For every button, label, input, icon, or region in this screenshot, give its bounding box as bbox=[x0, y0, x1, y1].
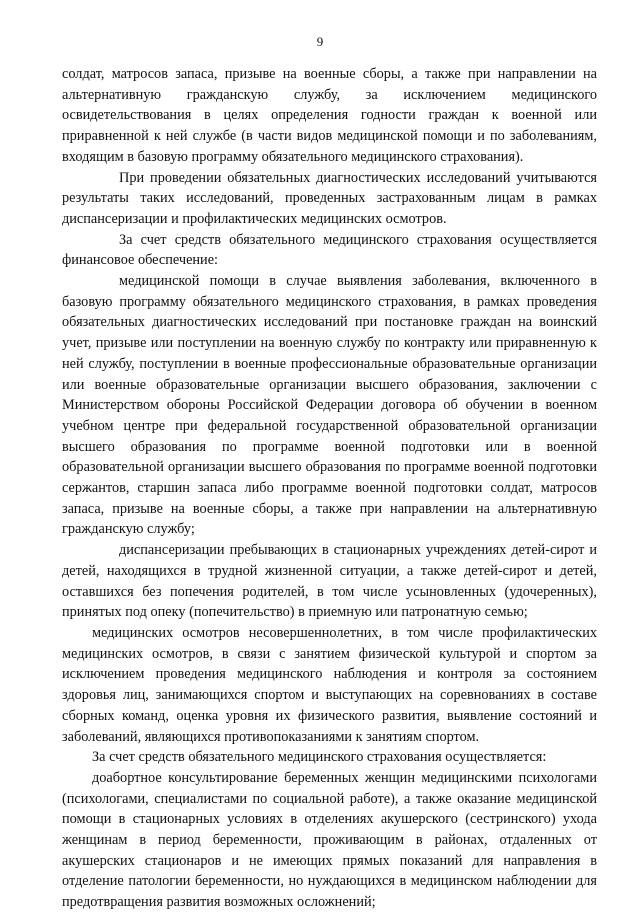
paragraph-diagnostic-results: При проведении обязательных диагностических исследований учитываются результаты таких исследований, проведенных застрахованным лицам в рамках диспансеризации и профилактических медицинских осмотров. bbox=[62, 169, 597, 227]
paragraph-orphans-dispensarization: диспансеризации пребывающих в стационарных учреждениях детей-сирот и детей, находящихся в трудной жизненной ситуации, а также детей-сирот и детей, оставшихся без попечения родителей, в том числе усыновленных (удочеренных), принятых под опеку (попечительство) в приемную или патронатную семью; bbox=[62, 542, 597, 621]
paragraph-oms-implementation-intro: За счет средств обязательного медицинского страхования осуществляется: bbox=[92, 749, 547, 766]
document-body bbox=[62, 64, 597, 913]
paragraph-oms-financing-intro: За счет средств обязательного медицинского страхования осуществляется финансовое обеспечение: bbox=[62, 231, 597, 269]
paragraph-minors-examinations: медицинских осмотров несовершеннолетних, в том числе профилактических медицинских осмотров, в связи с занятием физической культурой и спортом за исключением проведения медицинского наблюдения и контроля за состоянием здоровья лиц, занимающихся спортом и выступающих на соревнованиях в составе сборных команд, оценка уровня их физического развития, выявление состояний и заболеваний, являющихся противопоказаниями к занятиям спортом. bbox=[62, 624, 597, 745]
paragraph-pre-abortion-counseling: доабортное консультирование беременных женщин медицинскими психологами (психологами, специалистами по социальной работе), а также оказание медицинской помощи в стационарных условиях в отделениях акушерского (сестринского) ухода женщинам в период беременности, проживающим в районах, отдаленных от акушерских стационаров и не имеющих прямых показаний для направления в отделение патологии беременности, но нуждающихся в медицинском наблюдении для предотвращения развития возможных осложнений; bbox=[62, 769, 597, 911]
paragraph-medical-care-military: медицинской помощи в случае выявления заболевания, включенного в базовую программу обязательного медицинского страхования, в рамках проведения обязательных диагностических исследований при постановке граждан на воинский учет, призыве или поступлении на военную службу по контракту или приравненную к ней службу, поступлении в военные профессиональные образовательные организации или военные образовательные организации высшего образования, заключении с Министерством обороны Российской Федерации договора об обучении в военном учебном центре при федеральной государственной образовательной организации высшего образования по программе военной подготовки или в военной образовательной организации высшего образования по программе военной подготовки сержантов, старшин запаса либо программе военной подготовки солдат, матросов запаса, призыве на военные сборы, а также при направлении на альтернативную гражданскую службу; bbox=[62, 273, 597, 538]
paragraph-continuation: солдат, матросов запаса, призыве на военные сборы, а также при направлении на альтернативную гражданскую службу, за исключением медицинского освидетельствования в целях определения годности граждан к военной или приравненной к ней службе (в части видов медицинской помощи и по заболеваниям, входящим в базовую программу обязательного медицинского страхования). bbox=[62, 66, 597, 165]
page-number: 9 bbox=[316, 34, 324, 49]
